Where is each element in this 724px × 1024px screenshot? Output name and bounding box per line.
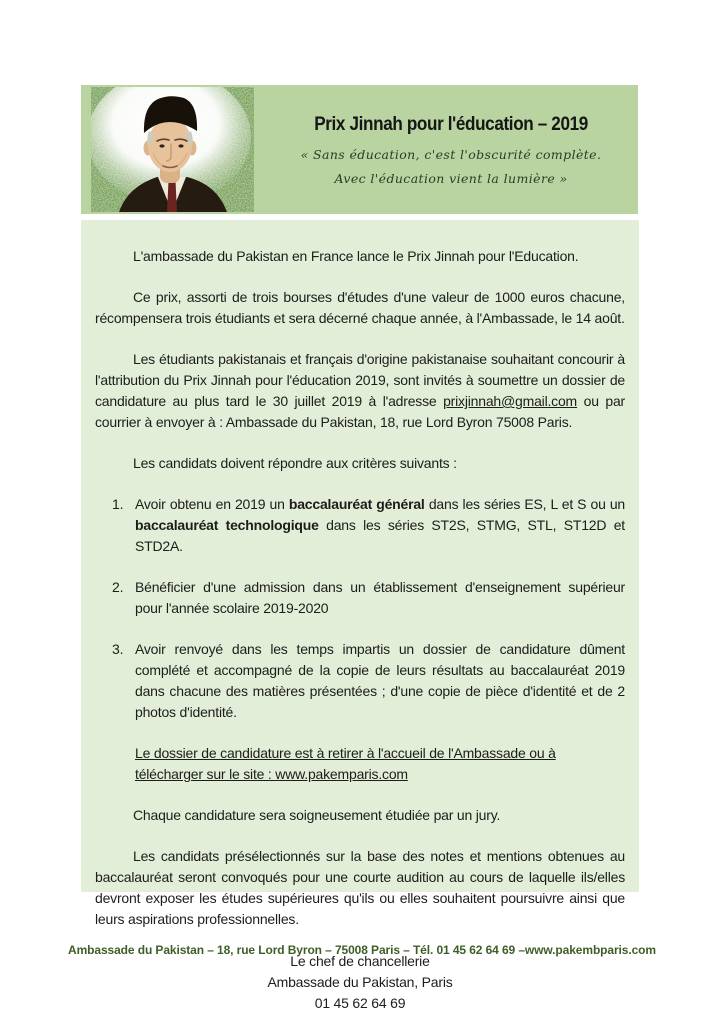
list-item-2-number: 2. — [112, 579, 124, 595]
list-item-3-number: 3. — [112, 641, 124, 657]
quote-line-2: Avec l'éducation vient la lumière » — [334, 171, 568, 186]
paragraph-criteria-intro: Les candidats doivent répondre aux critères suivants : — [133, 455, 457, 471]
jinnah-portrait — [91, 87, 254, 212]
header-text-block — [264, 85, 638, 214]
paragraph-intro: L'ambassade du Pakistan en France lance le Prix Jinnah pour l'Education. — [133, 248, 579, 264]
list-item-1-mid: dans les séries ES, L et S ou un — [424, 496, 626, 512]
paragraph-prize: Ce prix, assorti de trois bourses d'études d'une valeur de 1000 euros chacune, récompensera trois étudiants et sera décerné chaque année, à l'Ambassade, le 14 août. — [95, 289, 625, 326]
list-item-1-number: 1. — [112, 496, 124, 512]
list-item-3-text: Avoir renvoyé dans les temps impartis un dossier de candidature dûment complété et accompagné de la copie de leurs résultats au baccalauréat 2019 dans chacune des matières présentées ; d'une copie de pièce d'identité et de 2 photos d'identité. — [135, 641, 625, 720]
paragraph-eligibility-before: Les étudiants pakistanais et français d'origine pakistanaise souhaitant concourir à l'attribution du Prix Jinnah pour l'éducation 2019, sont invités à soumettre un dossier de candidature au plus tard le 30 juillet 2019 à l'adresse — [95, 351, 625, 409]
signature-block — [95, 951, 625, 1014]
list-item-1-after: dans les séries ST2S, STMG, STL, ST12D et STD2A. — [135, 517, 625, 554]
paragraph-jury: Chaque candidature sera soigneusement étudiée par un jury. — [133, 807, 501, 823]
header-banner — [81, 85, 638, 214]
dossier-retrieval-notice: Le dossier de candidature est à retirer à l'accueil de l'Ambassade ou à télécharger sur le site : www.pakemparis.com — [135, 745, 556, 782]
paragraph-eligibility-after: ou par courrier à envoyer à : Ambassade du Pakistan, 18, rue Lord Byron 75008 Paris. — [95, 393, 626, 430]
signature-title: Le chef de chancellerie — [290, 953, 430, 969]
signature-phone: 01 45 62 64 69 — [314, 995, 406, 1011]
list-item-1-before: Avoir obtenu en 2019 un — [135, 496, 289, 512]
list-item-1-bold-general: baccalauréat général — [288, 496, 425, 512]
paragraph-audition: Les candidats présélectionnés sur la base des notes et mentions obtenues au baccalauréat seront convoqués pour une courte audition au cours de laquelle ils/elles devront exposer les études supérieures qu'ils ou elles souhaitent poursuivre ainsi que leurs aspirations professionnelles. — [95, 848, 625, 927]
list-item-1-bold-techno: baccalauréat technologique — [135, 517, 319, 533]
list-item-2-text: Bénéficier d'une admission dans un établissement d'enseignement supérieur pour l'année scolaire 2019-2020 — [135, 579, 625, 616]
document-title: Prix Jinnah pour l'éducation – 2019 — [314, 114, 588, 135]
footer-contact-line: Ambassade du Pakistan – 18, rue Lord Byron – 75008 Paris – Tél. 01 45 62 64 69 –www.pakembparis.com — [68, 943, 656, 957]
email-link[interactable]: prixjinnah@gmail.com — [443, 393, 578, 409]
list-item-3 — [95, 639, 625, 723]
quote-line-1: « Sans éducation, c'est l'obscurité complète. — [300, 147, 602, 162]
criteria-list — [95, 494, 625, 723]
list-item-1-text — [135, 494, 625, 557]
list-item-2 — [95, 577, 625, 619]
paragraph-eligibility — [95, 349, 625, 433]
jinnah-portrait-image — [91, 87, 254, 212]
signature-organisation: Ambassade du Pakistan, Paris — [267, 974, 453, 990]
list-item-1 — [95, 494, 625, 557]
